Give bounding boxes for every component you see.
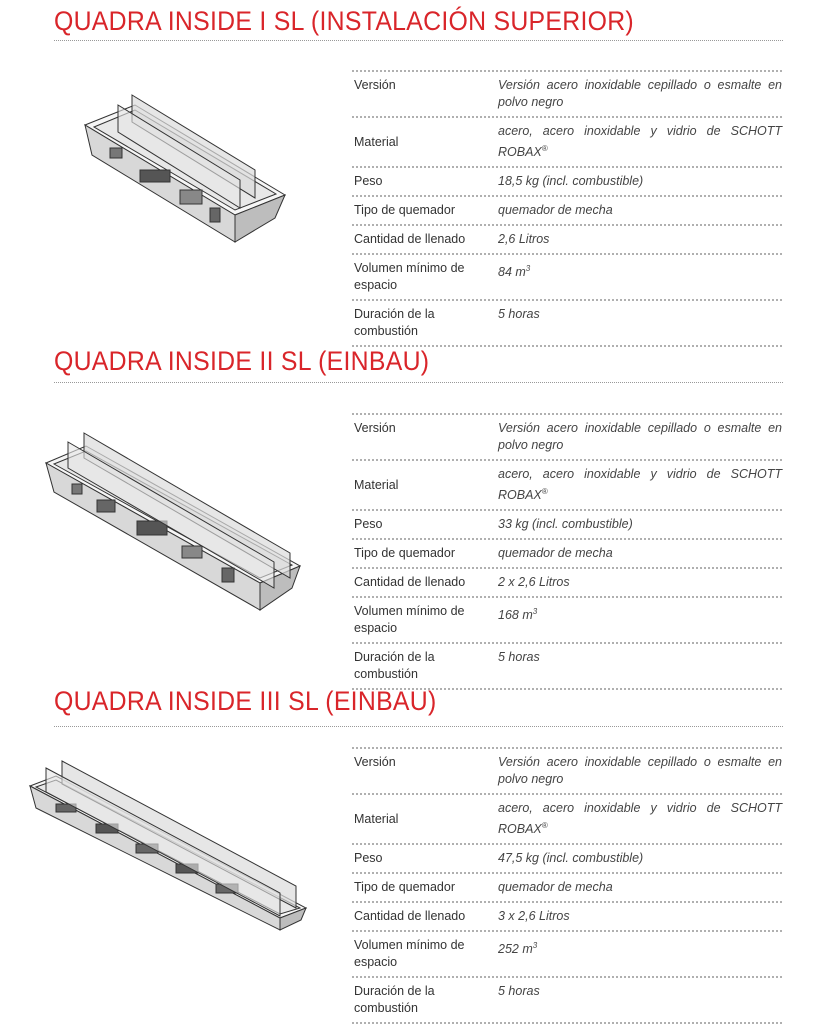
spec-label: Material: [354, 477, 399, 492]
spec-label: Cantidad de llenado: [354, 232, 466, 247]
spec-value-text: acero, acero inoxidable y vidrio de SCHOTT ROBAX: [498, 467, 782, 503]
spec-row: [352, 874, 782, 903]
spec-label: Peso: [354, 851, 383, 866]
spec-value-text: acero, acero inoxidable y vidrio de SCHOTT ROBAX: [498, 124, 782, 160]
spec-row: [352, 197, 782, 226]
spec-table: [352, 70, 782, 347]
spec-value: 2,6 Litros: [498, 232, 550, 247]
product-section-2: [0, 340, 836, 682]
product-section-1: [0, 0, 836, 339]
spec-row: [352, 749, 782, 795]
spec-row: [352, 978, 782, 1024]
burner-illustration-2: [42, 428, 307, 613]
product-section-3: [0, 682, 836, 1016]
spec-value-text: acero, acero inoxidable y vidrio de SCHOTT ROBAX: [498, 801, 782, 837]
spec-label: Volumen mínimo de espacio: [354, 938, 465, 970]
spec-label: Versión: [354, 755, 396, 769]
spec-row: [352, 845, 782, 874]
spec-row: [352, 569, 782, 598]
title-divider: [54, 382, 783, 383]
spec-label: Volumen mínimo de espacio: [354, 604, 465, 636]
spec-row: [352, 226, 782, 255]
section-title: QUADRA INSIDE I SL (INSTALACIÓN SUPERIOR): [54, 6, 634, 36]
spec-value-text: 168 m: [498, 608, 533, 623]
spec-row: [352, 415, 782, 461]
spec-value: quemador de mecha: [498, 880, 613, 895]
spec-row: [352, 511, 782, 540]
registered-mark: ®: [541, 487, 548, 496]
spec-row: [352, 795, 782, 845]
spec-label: Cantidad de llenado: [354, 909, 466, 924]
spec-row: [352, 255, 782, 301]
spec-value: 3 x 2,6 Litros: [498, 909, 570, 924]
section-title: QUADRA INSIDE II SL (EINBAU): [54, 346, 430, 376]
spec-label: Tipo de quemador: [354, 880, 455, 895]
spec-value: Versión acero inoxidable cepillado o esmalte en polvo negro: [498, 421, 782, 452]
spec-value: [498, 932, 782, 976]
spec-value: quemador de mecha: [498, 546, 613, 561]
spec-value: 5 horas: [498, 984, 540, 999]
spec-value: 18,5 kg (incl. combustible): [498, 174, 644, 189]
spec-label: Versión: [354, 78, 396, 92]
registered-mark: ®: [541, 821, 548, 830]
spec-label: Versión: [354, 421, 396, 435]
superscript: 3: [532, 607, 538, 617]
spec-label: Peso: [354, 174, 383, 189]
spec-value: Versión acero inoxidable cepillado o esmalte en polvo negro: [498, 755, 782, 786]
spec-value-text: 84 m: [498, 265, 526, 280]
spec-value: [498, 461, 782, 509]
spec-label: Tipo de quemador: [354, 546, 455, 561]
spec-value: [498, 118, 782, 166]
spec-value: [498, 598, 782, 642]
spec-value: 33 kg (incl. combustible): [498, 517, 633, 532]
spec-row: [352, 932, 782, 978]
spec-label: Material: [354, 134, 399, 149]
spec-row: [352, 903, 782, 932]
spec-value-text: 252 m: [498, 942, 533, 957]
superscript: 3: [532, 941, 538, 951]
spec-value: [498, 795, 782, 843]
spec-label: Volumen mínimo de espacio: [354, 261, 465, 293]
spec-row: [352, 461, 782, 511]
spec-label: Material: [354, 811, 399, 826]
spec-row: [352, 72, 782, 118]
spec-value: 2 x 2,6 Litros: [498, 575, 570, 590]
spec-label: Tipo de quemador: [354, 203, 455, 218]
spec-label: Cantidad de llenado: [354, 575, 466, 590]
title-divider: [54, 40, 783, 41]
spec-value: 5 horas: [498, 307, 540, 322]
spec-value: quemador de mecha: [498, 203, 613, 218]
spec-label: Duración de la combustión: [354, 307, 435, 339]
spec-value: Versión acero inoxidable cepillado o esmalte en polvo negro: [498, 78, 782, 109]
superscript: 3: [525, 264, 531, 274]
spec-value: [498, 255, 782, 299]
spec-value: 47,5 kg (incl. combustible): [498, 851, 644, 866]
spec-label: Duración de la combustión: [354, 984, 435, 1016]
spec-row: [352, 118, 782, 168]
burner-illustration-1: [80, 90, 290, 250]
title-divider: [54, 726, 783, 727]
registered-mark: ®: [541, 144, 548, 153]
spec-table: [352, 747, 782, 1024]
spec-table: [352, 413, 782, 690]
burner-illustration-3: [26, 758, 311, 933]
spec-label: Duración de la combustión: [354, 650, 435, 682]
spec-label: Peso: [354, 517, 383, 532]
spec-row: [352, 168, 782, 197]
spec-value: 5 horas: [498, 650, 540, 665]
spec-row: [352, 540, 782, 569]
section-title: QUADRA INSIDE III SL (EINBAU): [54, 686, 437, 716]
spec-row: [352, 598, 782, 644]
